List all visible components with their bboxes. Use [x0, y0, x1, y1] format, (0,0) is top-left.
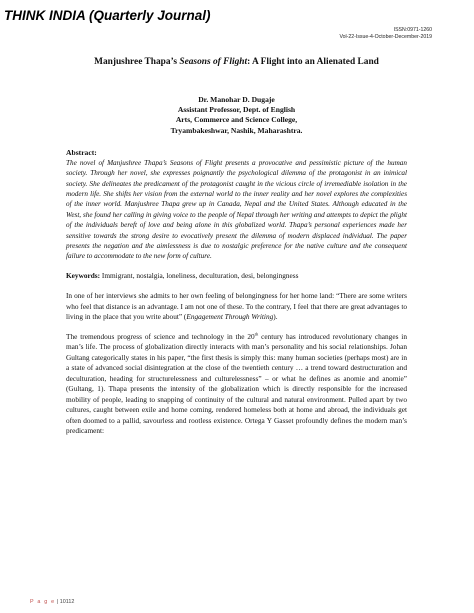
paragraph-1-citation: Engagement Through Writing	[186, 312, 274, 322]
author-position: Assistant Professor, Dept. of English	[177, 105, 296, 115]
paragraph-1-text: In one of her interviews she admits to her own feeling of belongingness for her home land: “There are some writers who feel that distance is an advantage. I am not one of these. To the contrary, I feel that there are great advantages to living in the place that you write about” (	[66, 291, 407, 322]
title-part2: : A Flight into an Alienated Land	[247, 57, 379, 67]
paragraph-2-rest: century has introduced revolutionary changes in man’s life. The process of globalization directly interacts with man’s personality and his social relationships. Johan Gultang categorically states in his paper, “the first thesis is simply this: many human societies (perhaps most) are in a state of advanced social disintegration at the close of the twentieth century … a trend toward destructuration and deculturation, heading for structurelessness and culturelessness” – or what he defines as anomie and anomie” (Gultang, 1). Thapa presents the intensity of the globalization which is directly responsible for the increased mobility of people, leading to snapping of continuity of the cultural and natural environment. Pulled apart by two cultures, caught between exile and home coming, rendered homeless both at home and abroad, the individuals get often doomed to a pallid, savourless and rootless existence. Ortega Y Gasset profoundly defines the modern man’s predicament:	[66, 331, 407, 436]
paragraph-2	[66, 332, 407, 437]
issn-number: ISSN:0971-1260	[393, 27, 432, 33]
paragraph-2-superscript: th	[254, 331, 259, 337]
author-name: Dr. Manohar D. Dugaje	[198, 95, 275, 104]
page-label: P a g e	[30, 599, 56, 605]
paragraph-1	[66, 291, 407, 323]
author-block	[66, 95, 407, 136]
keywords-line	[66, 271, 407, 281]
footer-separator: |	[55, 599, 60, 605]
paper-title	[66, 56, 407, 68]
author-college: Arts, Commerce and Science College,	[175, 115, 298, 125]
abstract-heading: Abstract:	[66, 147, 97, 157]
volume-issue: Vol-22-Issue-4-October-December-2019	[339, 34, 432, 41]
abstract-text: The novel of Manjushree Thapa’s Seasons of Flight presents a provocative and pessimistic picture of the human society. Through her novel, she expresses poignantly the psychological dilemma of the protagonist in an inimical society. She delineates the predicament of the protagonist caught in the vicious circle of irremediable isolation in the modern life. She shifts her vision from the external world to the inner reality and her novel explores the complexities of the inner world. Manjushree Thapa grew up in Canada, Nepal and the United States. Although educated in the West, she found her calling in giving voice to the people of Nepal through her writing and attempts to depict the plight of the individuals bereft of love and being alone in this globalized world. Thapa’s personal experiences made her sensitive towards the strong desire to evocatively present the dilemma of modern displaced individual. The paper presents the negation and the aimlessness is due to nostalgic preference for the native culture and the consequent failure to accommodate to the new form of culture.	[66, 158, 407, 261]
page-footer	[30, 599, 74, 605]
title-part1: Manjushree Thapa’s	[94, 57, 180, 67]
paragraph-2-start: The tremendous progress of science and technology in the 20	[66, 331, 255, 341]
paper-content	[66, 56, 407, 446]
author-location: Tryambakeshwar, Nashik, Maharashtra.	[170, 125, 303, 135]
journal-title: THINK INDIA (Quarterly Journal)	[4, 8, 211, 23]
page-number: 10112	[59, 599, 75, 605]
issn-block	[339, 27, 432, 42]
keywords-list: Immigrant, nostalgia, loneliness, deculturation, desi, belongingness	[100, 270, 299, 280]
title-novel: Seasons of Flight	[179, 57, 248, 67]
keywords-label: Keywords:	[66, 270, 101, 280]
paragraph-1-end: ).	[273, 312, 278, 322]
